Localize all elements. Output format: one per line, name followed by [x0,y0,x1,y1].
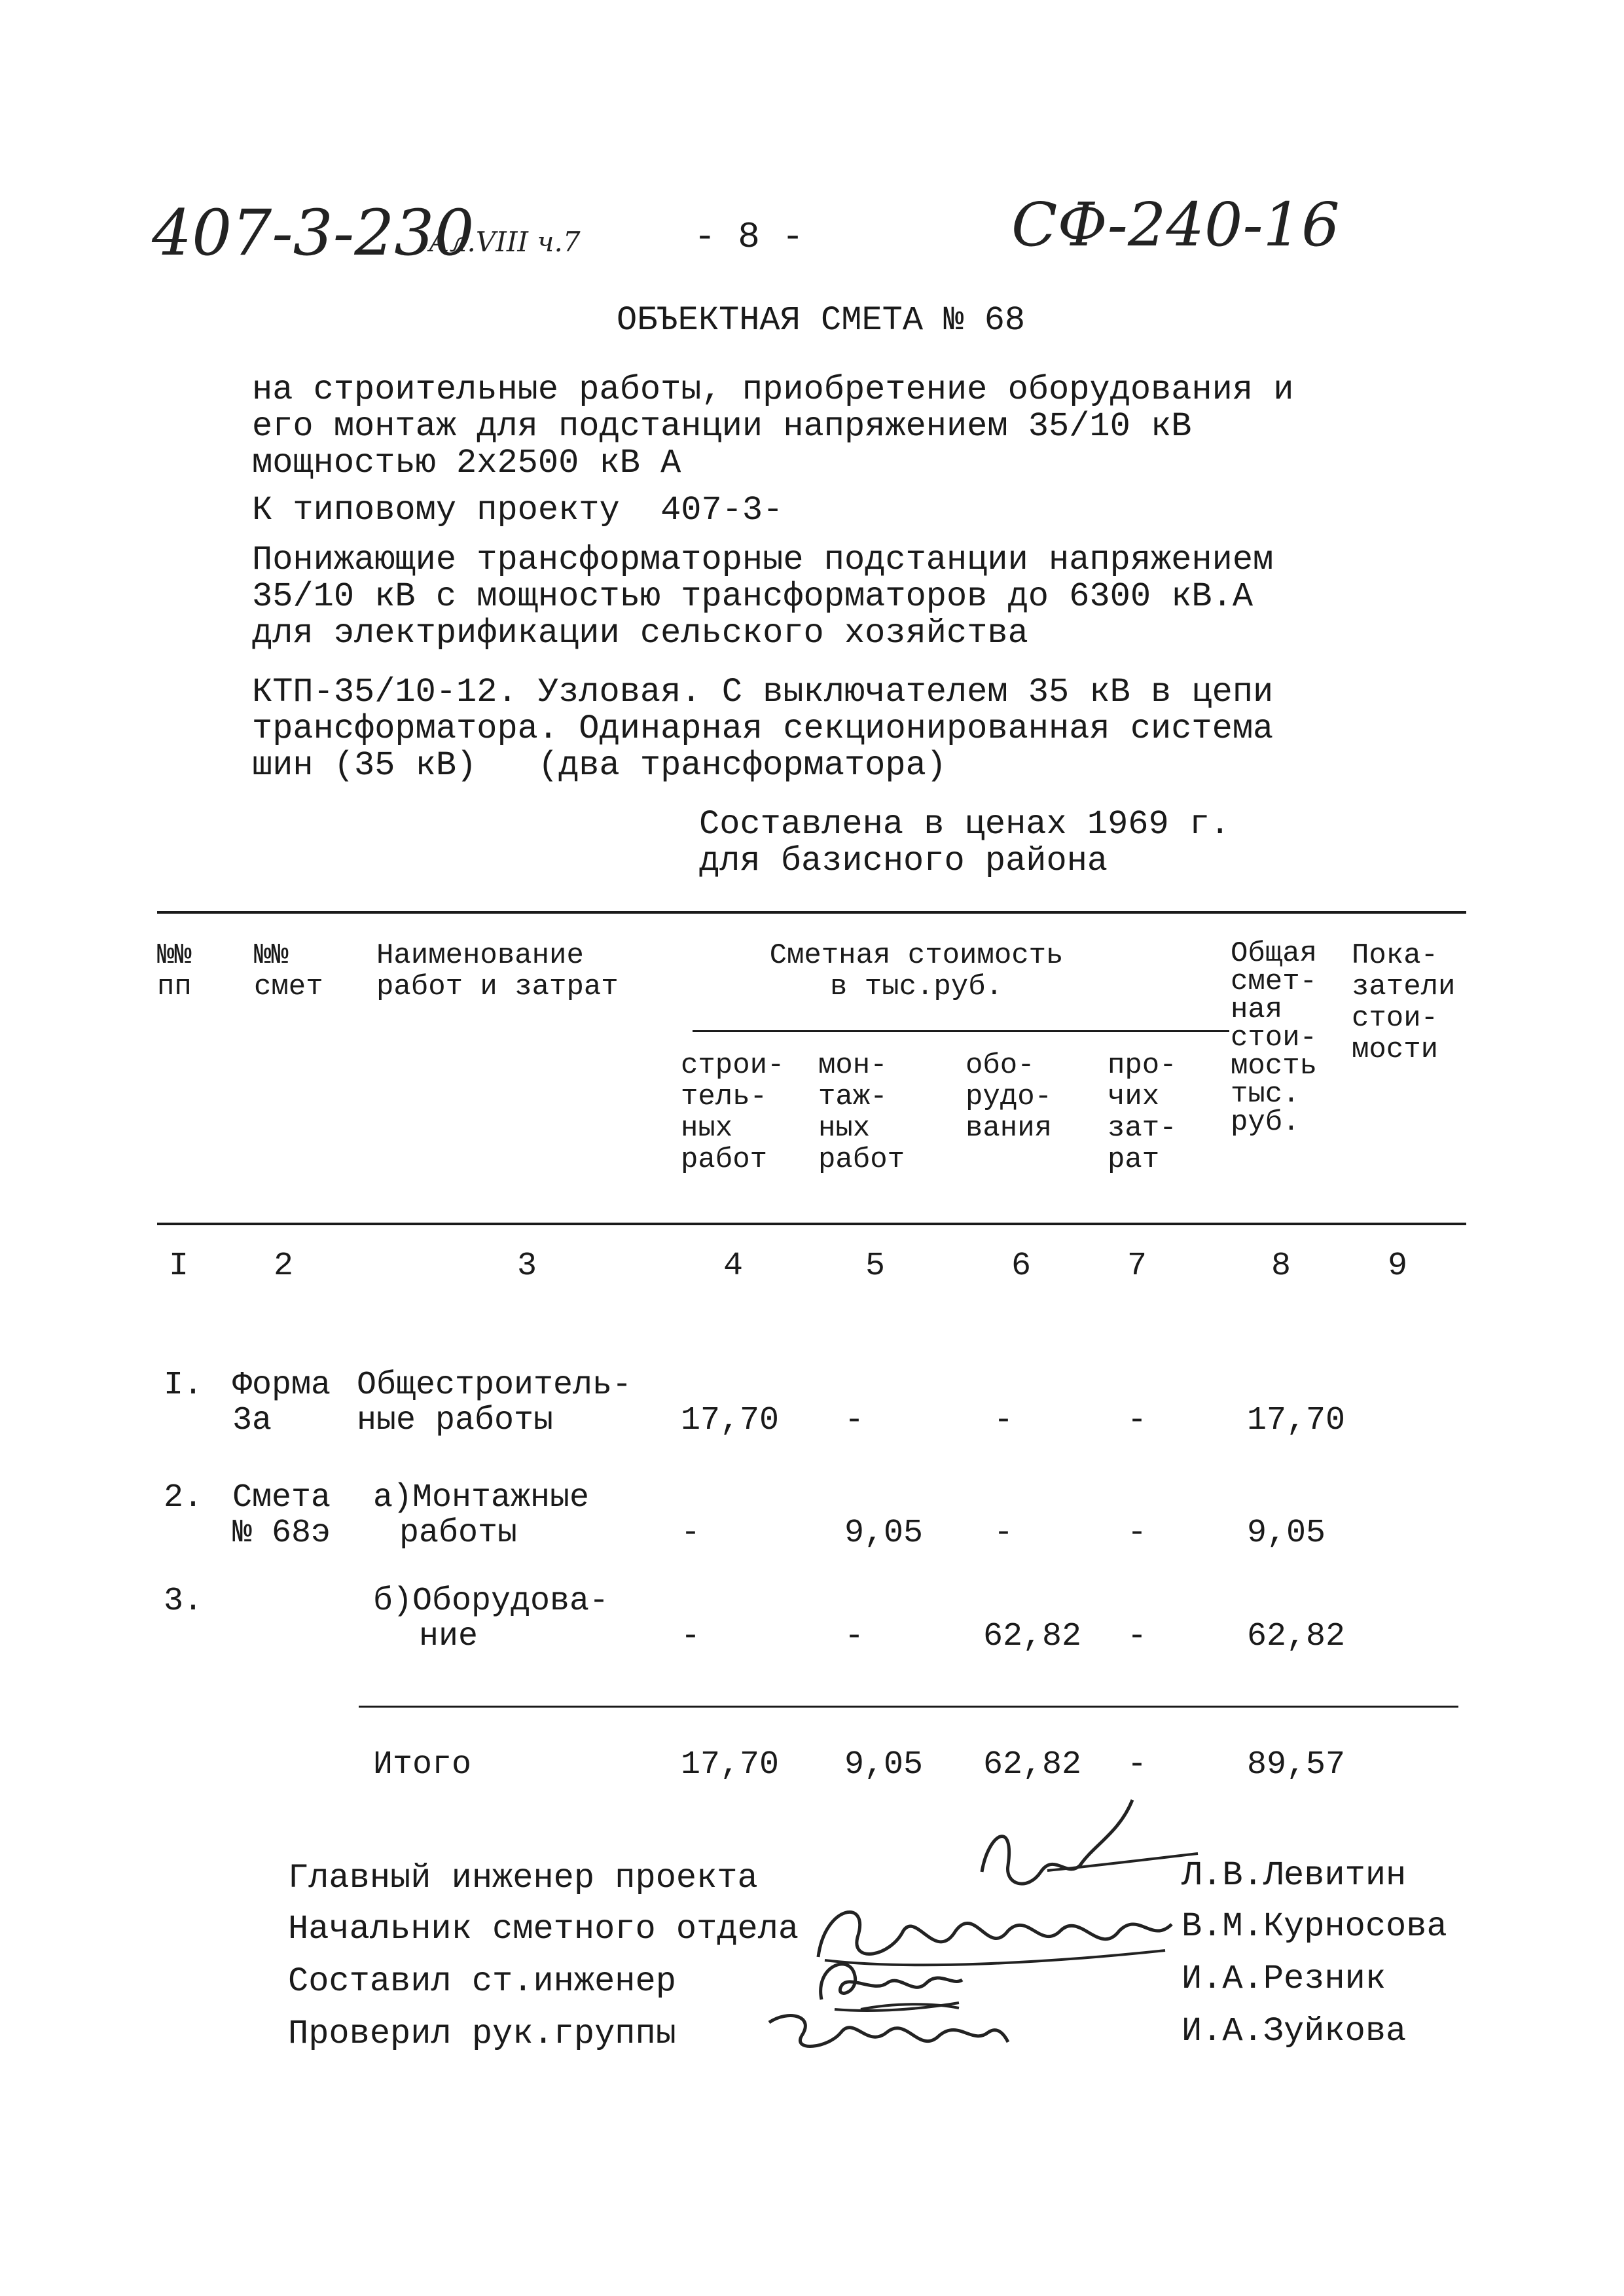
header-total-cost [1231,937,1318,1139]
column-number: 3 [517,1247,537,1285]
grand-total-cost: 89,57 [1247,1746,1346,1784]
row-estimate-line: Форма [232,1367,331,1404]
row-installation-cost: - [844,1402,865,1439]
header-line: смет- [1231,965,1318,998]
header-line: Общая [1231,937,1318,970]
signature-role: Проверил рук.группы [288,2015,676,2053]
row-equipment-cost: 62,82 [983,1618,1082,1655]
header-line: таж- [818,1081,888,1113]
row-construction-cost: - [681,1515,701,1552]
row-total-cost: 17,70 [1247,1402,1346,1439]
column-number: 5 [865,1247,886,1285]
header-other-costs [1108,1050,1177,1175]
total-construction-cost: 17,70 [681,1746,780,1784]
header-line: работ и затрат [376,971,619,1003]
total-installation-cost: 9,05 [844,1746,924,1784]
header-equipment [965,1050,1052,1144]
row-work-name-line: ные работы [357,1402,554,1439]
row-other-cost: - [1127,1402,1147,1439]
header-row-number [157,940,192,1003]
signature-name: И.А.Зуйкова [1182,2012,1407,2051]
header-work-name [376,940,619,1003]
prices-note-line: Составлена в ценах 1969 г. [699,805,1231,844]
row-work-name-line: работы [399,1515,518,1552]
column-number: I [169,1247,189,1285]
project-description [252,542,1273,652]
row-number: I. [164,1367,204,1404]
row-installation-cost: 9,05 [844,1515,924,1552]
header-line: мости [1352,1033,1439,1066]
signature-name: Л.В.Левитин [1182,1856,1407,1895]
row-work-name-line: а)Монтажные [373,1479,590,1516]
row-estimate-line: Смета [232,1479,331,1516]
row-estimate-line: 3а [232,1402,272,1439]
row-number: 3. [164,1583,204,1620]
project-description-line: Понижающие трансформаторные подстанции напряжением [252,541,1274,579]
column-number: 7 [1127,1247,1147,1285]
ktp-description-line: трансформатора. Одинарная секционированная система [252,709,1274,748]
header-line: затели [1352,971,1456,1003]
header-line: руб. [1231,1106,1300,1139]
column-number: 9 [1388,1247,1408,1285]
prices-note [699,806,1230,880]
header-line: обо- [965,1049,1035,1082]
header-line: №№ [157,939,192,972]
handwritten-signature [763,1996,1011,2068]
signature-name: В.М.Курносова [1182,1907,1447,1946]
row-work-name [373,1584,609,1655]
ktp-description-line: КТП-35/10-12. Узловая. С выключателем 35 кВ в цепи [252,673,1274,711]
row-work-name-line: Общестроитель- [357,1367,632,1404]
header-line: строи- [681,1049,785,1082]
document-code-left: 407-3-230 [152,196,475,270]
ktp-description [252,674,1273,784]
description-block [252,372,1293,482]
row-construction-cost: - [681,1618,701,1655]
group-header-rule [693,1030,1229,1032]
header-line: тель- [681,1081,768,1113]
column-number: 8 [1271,1247,1291,1285]
document-title: ОБЪЕКТНАЯ СМЕТА № 68 [617,301,1026,340]
row-estimate-line: № 68э [232,1515,331,1552]
prices-note-line: для базисного района [699,842,1108,880]
header-installation [818,1050,905,1175]
header-line: в тыс.руб. [829,971,1003,1003]
total-other-cost: - [1127,1746,1147,1784]
header-line: рат [1108,1143,1160,1176]
total-equipment-cost: 62,82 [983,1746,1082,1784]
header-line: вания [965,1112,1053,1145]
description-line: его монтаж для подстанции напряжением 35/10 кВ [252,407,1192,446]
header-bottom-rule [157,1223,1466,1225]
document-code-right: СФ-240-16 [1011,190,1340,260]
header-line: мость [1231,1050,1318,1083]
row-estimate [232,1480,331,1551]
project-reference: К типовому проекту 407-3- [252,491,784,529]
row-total-cost: 9,05 [1247,1515,1326,1552]
header-line: ных [681,1112,733,1145]
header-line: стои- [1231,1022,1318,1054]
album-reference: Ал.VIII ч.7 [429,226,581,258]
header-line: ных [818,1112,871,1145]
header-line: смет [254,971,323,1003]
row-work-name-line: ние [419,1618,478,1655]
column-number: 2 [274,1247,294,1285]
row-construction-cost: 17,70 [681,1402,780,1439]
header-line: пп [157,971,192,1003]
header-line: Сметная стоимость [769,939,1064,972]
project-description-line: для электрификации сельского хозяйства [252,614,1028,653]
column-number: 6 [1011,1247,1032,1285]
header-line: стои- [1352,1002,1439,1035]
row-estimate [232,1368,331,1439]
header-line: работ [818,1143,905,1176]
description-line: на строительные работы, приобретение оборудования и [252,370,1294,409]
row-total-cost: 62,82 [1247,1618,1346,1655]
header-line: Пока- [1352,939,1439,972]
row-number: 2. [164,1479,204,1516]
total-rule [359,1706,1458,1708]
header-line: №№ [254,939,289,972]
header-line: рудо- [965,1081,1053,1113]
row-work-name [357,1368,632,1439]
signature-role: Составил ст.инженер [288,1962,676,2001]
header-line: мон- [818,1049,888,1082]
signature-name: И.А.Резник [1182,1960,1386,1998]
header-construction [681,1050,784,1175]
header-line: про- [1108,1049,1177,1082]
table-top-rule [157,911,1466,914]
header-line: тыс. [1231,1078,1300,1111]
description-line: мощностью 2х2500 кВ А [252,444,681,482]
row-equipment-cost: - [994,1515,1014,1552]
row-work-name-line: б)Оборудова- [373,1583,609,1620]
header-cost-group [700,940,1132,1003]
header-line: зат- [1108,1112,1177,1145]
signature-role: Начальник сметного отдела [288,1910,799,1948]
column-number: 4 [723,1247,744,1285]
row-other-cost: - [1127,1618,1147,1655]
header-cost-indicators [1352,940,1455,1066]
header-line: ная [1231,994,1283,1026]
row-equipment-cost: - [994,1402,1014,1439]
header-line: Наименование [376,939,584,972]
signature-role: Главный инженер проекта [288,1859,758,1897]
row-work-name [373,1480,589,1551]
page-number: - 8 - [694,216,804,258]
header-line: работ [681,1143,768,1176]
ktp-description-line: шин (35 кВ) (два трансформатора) [252,746,947,785]
row-other-cost: - [1127,1515,1147,1552]
project-description-line: 35/10 кВ с мощностью трансформаторов до 6300 кВ.А [252,577,1254,616]
header-line: чих [1108,1081,1160,1113]
row-installation-cost: - [844,1618,865,1655]
total-label: Итого [373,1746,472,1784]
header-estimate-number [254,940,323,1003]
